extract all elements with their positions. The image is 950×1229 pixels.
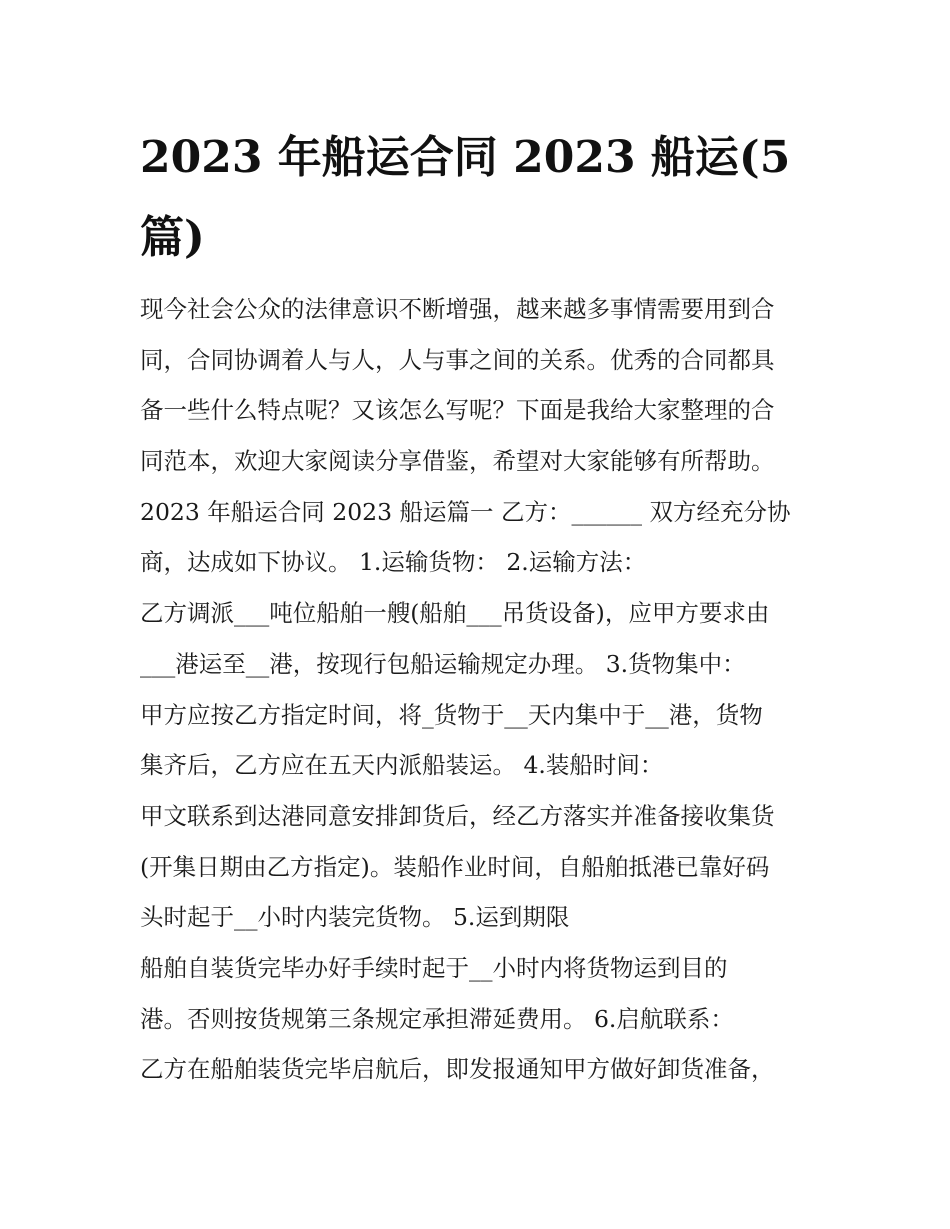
body-line: 甲文联系到达港同意安排卸货后，经乙方落实并准备接收集货 (140, 801, 775, 830)
body-line: 乙方在船舶装货完毕启航后，即发报通知甲方做好卸货准备， (140, 1055, 775, 1084)
body-line: 现今社会公众的法律意识不断增强，越来越多事情需要用到合 (140, 295, 775, 323)
body-line: 同，合同协调着人与人，人与事之间的关系。优秀的合同都具 (140, 345, 775, 374)
body-line: 同范本，欢迎大家阅读分享借鉴，希望对大家能够有所帮助。 (140, 447, 775, 476)
body-line: 甲方应按乙方指定时间，将_货物于__天内集中于__港，货物 (140, 700, 763, 729)
body-line: 备一些什么特点呢？又该怎么写呢？下面是我给大家整理的合 (140, 396, 775, 425)
body-line: 集齐后，乙方应在五天内派船装运。 4.装船时间： (140, 751, 664, 780)
document-body (140, 284, 830, 1095)
body-line: 2023 年船运合同 2023 船运篇一 乙方：______ 双方经充分协 (140, 497, 791, 526)
body-line: 商，达成如下协议。 1.运输货物： 2.运输方法： (140, 548, 647, 577)
document-title (140, 118, 830, 278)
body-line: (开集日期由乙方指定)。装船作业时间，自船舶抵港已靠好码 (140, 852, 770, 881)
title-line: 2023 年船运合同 2023 船运(5 (140, 132, 791, 183)
title-line: 篇) (140, 212, 205, 263)
body-line: ___港运至__港，按现行包船运输规定办理。 3.货物集中： (140, 649, 746, 678)
body-line: 头时起于__小时内装完货物。 5.运到期限 (140, 903, 570, 932)
body-line: 船舶自装货完毕办好手续时起于__小时内将货物运到目的 (140, 953, 728, 982)
body-line: 乙方调派___吨位船舶一艘(船舶___吊货设备)，应甲方要求由 (140, 599, 770, 628)
body-line: 港。否则按货规第三条规定承担滞延费用。 6.启航联系： (140, 1004, 734, 1033)
